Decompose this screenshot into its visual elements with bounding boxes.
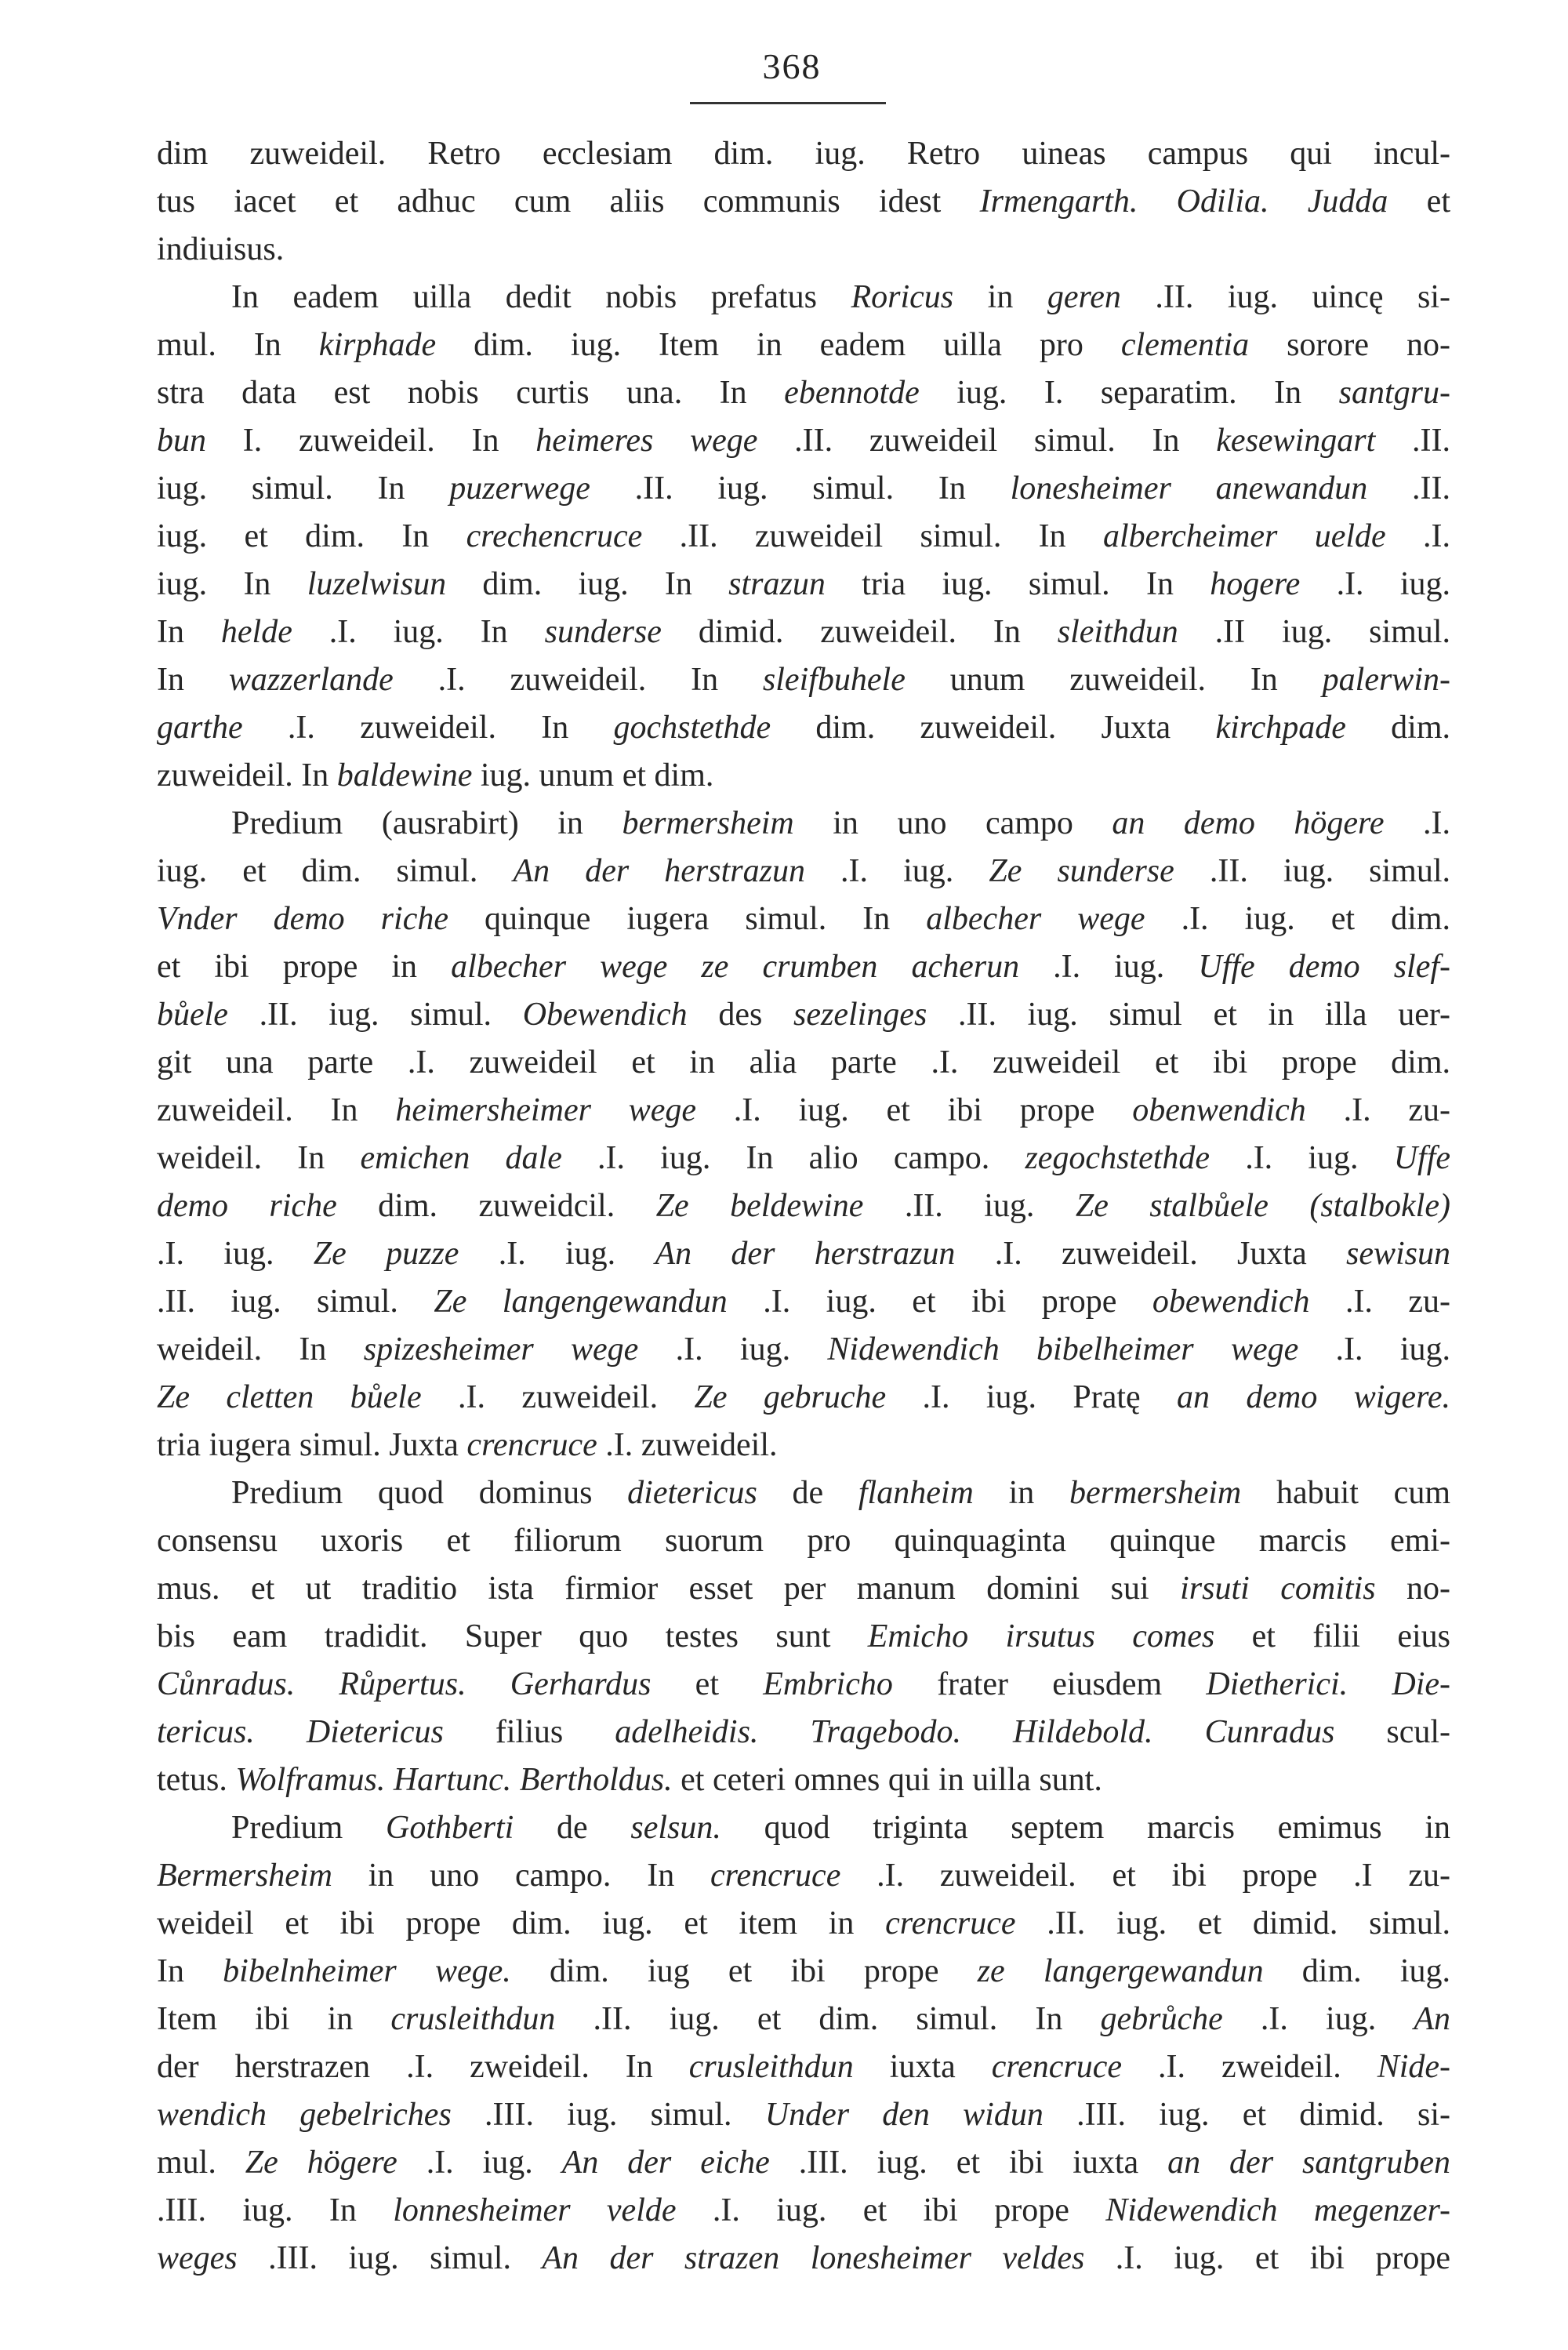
- text-line: mus. et ut traditio ista firmior esset per manum domini sui irsuti comitis no-: [157, 1571, 1450, 1607]
- text-line: iug. et dim. simul. An der herstrazun .I. iug. Ze sunderse .II. iug. simul.: [157, 853, 1451, 889]
- text-line: Predium Gothberti de selsun. quod triginta septem marcis emimus in: [231, 1810, 1450, 1846]
- text-line: .III. iug. In lonnesheimer velde .I. iug. et ibi prope Nidewendich megenzer-: [157, 2192, 1450, 2228]
- text-line: stra data est nobis curtis una. In ebennotde iug. I. separatim. In santgru-: [157, 375, 1451, 411]
- text-line: zuweideil. In baldewine iug. unum et dim.: [157, 757, 714, 794]
- text-line: demo riche dim. zuweidcil. Ze beldewine .II. iug. Ze stalbůele (stalbokle): [157, 1188, 1450, 1224]
- text-line: tetus. Wolframus. Hartunc. Bertholdus. et ceteri omnes qui in uilla sunt.: [157, 1762, 1102, 1798]
- text-line: bis eam tradidit. Super quo testes sunt Emicho irsutus comes et filii eius: [157, 1618, 1450, 1654]
- text-line: iug. simul. In puzerwege .II. iug. simul. In lonesheimer anewandun .II.: [157, 470, 1450, 507]
- text-line: bun I. zuweideil. In heimeres wege .II. zuweideil simul. In kesewingart .II.: [157, 423, 1450, 459]
- page-number: 368: [762, 46, 822, 86]
- text-line: indiuisus.: [157, 231, 285, 267]
- text-line: bůele .II. iug. simul. Obewendich des sezelinges .II. iug. simul et in illa uer-: [157, 997, 1450, 1033]
- text-line: weideil. In emichen dale .I. iug. In alio campo. zegochstethde .I. iug. Uffe: [157, 1140, 1450, 1176]
- text-line: et ibi prope in albecher wege ze crumben acherun .I. iug. Uffe demo slef-: [157, 949, 1451, 985]
- text-line: weideil. In spizesheimer wege .I. iug. Nidewendich bibelheimer wege .I. iug.: [157, 1331, 1451, 1368]
- text-line: der herstrazen .I. zweideil. In crusleithdun iuxta crencruce .I. zweideil. Nide-: [157, 2049, 1451, 2085]
- text-line: tericus. Dietericus filius adelheidis. Tragebodo. Hildebold. Cunradus scul-: [157, 1714, 1450, 1750]
- text-line: dim zuweideil. Retro ecclesiam dim. iug. Retro uineas campus qui incul-: [157, 136, 1450, 172]
- text-line: .I. iug. Ze puzze .I. iug. An der herstrazun .I. zuweideil. Juxta sewisun: [157, 1236, 1451, 1272]
- text-line: Predium (ausrabirt) in bermersheim in uno campo an demo högere .I.: [231, 805, 1450, 841]
- text-line: Bermersheim in uno campo. In crencruce .I. zuweideil. et ibi prope .I zu-: [157, 1858, 1450, 1894]
- page-number-rule: [690, 102, 886, 104]
- text-line: iug. In luzelwisun dim. iug. In strazun tria iug. simul. In hogere .I. iug.: [157, 566, 1451, 602]
- text-line: Predium quod dominus dietericus de flanheim in bermersheim habuit cum: [231, 1475, 1450, 1511]
- body-text: [157, 130, 1450, 2283]
- text-line: zuweideil. In heimersheimer wege .I. iug. et ibi prope obenwendich .I. zu-: [157, 1092, 1450, 1128]
- text-line: iug. et dim. In crechencruce .II. zuweideil simul. In albercheimer uelde .I.: [157, 518, 1450, 554]
- text-line: tria iugera simul. Juxta crencruce .I. zuweideil.: [157, 1427, 778, 1463]
- text-line: Vnder demo riche quinque iugera simul. In albecher wege .I. iug. et dim.: [157, 901, 1450, 937]
- text-line: mul. In kirphade dim. iug. Item in eadem uilla pro clementia sorore no-: [157, 327, 1451, 363]
- text-line: Ze cletten bůele .I. zuweideil. Ze gebruche .I. iug. Pratę an demo wigere.: [157, 1379, 1451, 1415]
- text-line: In bibelnheimer wege. dim. iug et ibi prope ze langergewandun dim. iug.: [157, 1953, 1450, 1989]
- text-line: weideil et ibi prope dim. iug. et item in crencruce .II. iug. et dimid. simul.: [157, 1905, 1450, 1941]
- text-line: .II. iug. simul. Ze langengewandun .I. iug. et ibi prope obewendich .I. zu-: [157, 1284, 1451, 1320]
- text-line: Item ibi in crusleithdun .II. iug. et dim. simul. In gebrůche .I. iug. An: [157, 2001, 1450, 2037]
- text-line: In eadem uilla dedit nobis prefatus Roricus in geren .II. iug. uincę si-: [231, 279, 1450, 315]
- text-line: In helde .I. iug. In sunderse dimid. zuweideil. In sleithdun .II iug. simul.: [157, 614, 1450, 650]
- text-line: wendich gebelriches .III. iug. simul. Under den widun .III. iug. et dimid. si-: [157, 2097, 1450, 2133]
- text-line: In wazzerlande .I. zuweideil. In sleifbuhele unum zuweideil. In palerwin-: [157, 662, 1450, 698]
- text-line: garthe .I. zuweideil. In gochstethde dim. zuweideil. Juxta kirchpade dim.: [157, 710, 1450, 746]
- text-line: consensu uxoris et filiorum suorum pro quinquaginta quinque marcis emi-: [157, 1523, 1450, 1559]
- text-line: git una parte .I. zuweideil et in alia parte .I. zuweideil et ibi prope dim.: [157, 1044, 1450, 1081]
- text-line: weges .III. iug. simul. An der strazen lonesheimer veldes .I. iug. et ibi prope: [157, 2240, 1450, 2276]
- text-line: Cůnradus. Růpertus. Gerhardus et Embricho frater eiusdem Dietherici. Die-: [157, 1666, 1450, 1702]
- text-line: mul. Ze högere .I. iug. An der eiche .III. iug. et ibi iuxta an der santgruben: [157, 2145, 1450, 2181]
- text-line: tus iacet et adhuc cum aliis communis idest Irmengarth. Odilia. Judda et: [157, 183, 1450, 220]
